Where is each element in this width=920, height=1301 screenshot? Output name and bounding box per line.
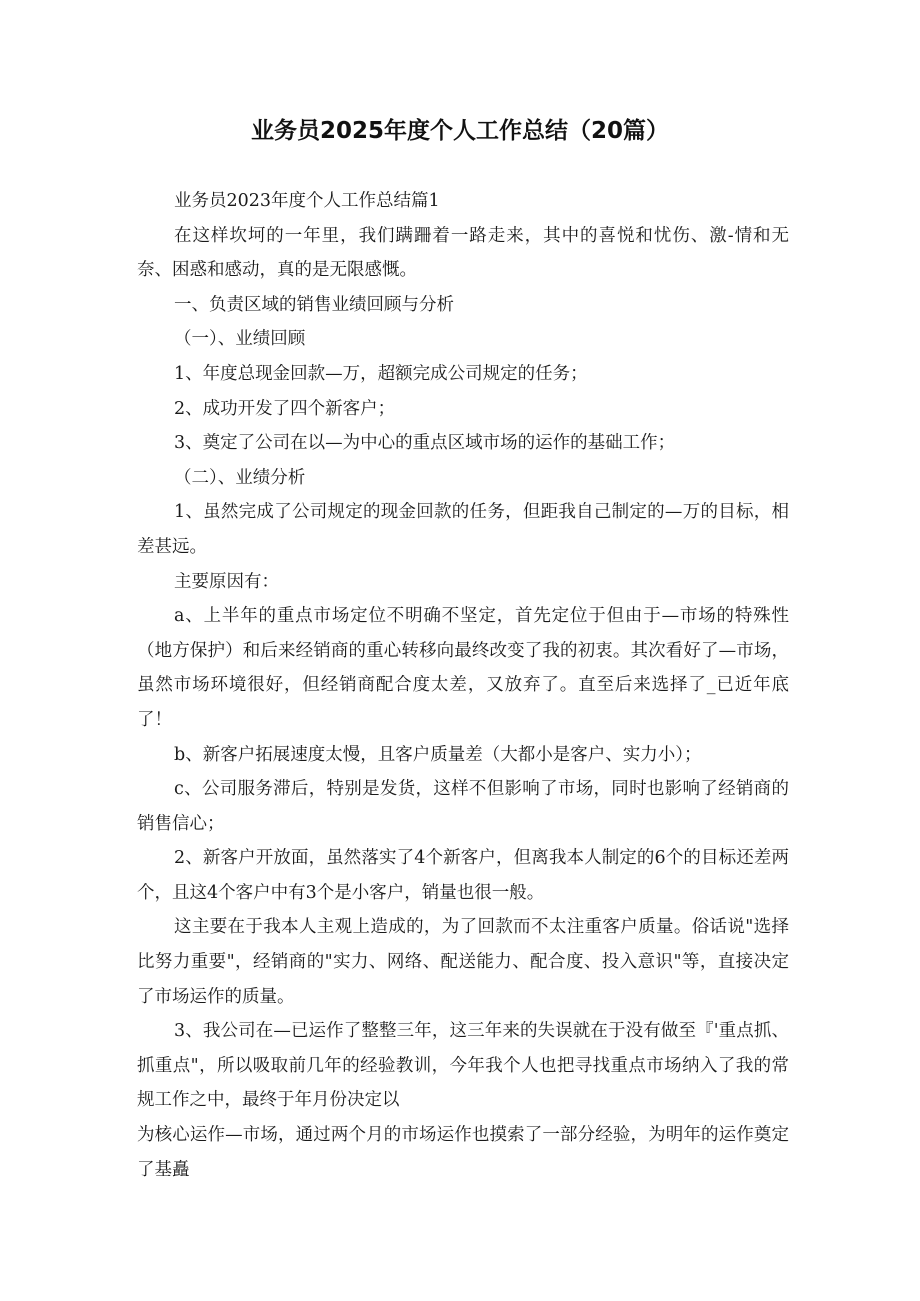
paragraph: a、上半年的重点市场定位不明确不坚定，首先定位于但由于—市场的特殊性（地方保护）和后来经销商的重心转移向最终改变了我的初衷。其次看好了—市场，虽然市场环境很好，但经销商配合度太差，又放弃了。直至后来选择了_已近年底了！ — [137, 606, 789, 730]
paragraph: （二）、业绩分析 — [174, 467, 306, 488]
paragraph: 3、我公司在—已运作了整整三年，这三年来的失误就在于没有做至『'重点抓、抓重点"，所以吸取前几年的经验教训，今年我个人也把寻找重点市场纳入了我的常规工作之中，最终于年月份决定以 — [137, 1021, 789, 1111]
paragraph: c、公司服务滞后，特别是发货，这样不但影响了市场，同时也影响了经销商的销售信心； — [137, 779, 789, 834]
paragraph: 业务员2023年度个人工作总结篇1 — [174, 191, 440, 211]
paragraph: 在这样坎坷的一年里，我们蹒跚着一路走来，其中的喜悦和忧伤、激-情和无奈、困惑和感动，真的是无限感慨。 — [137, 225, 789, 281]
paragraph: 2、新客户开放面，虽然落实了4个新客户，但离我本人制定的6个的目标还差两个，且这4个客户中有3个是小客户，销量也很一般。 — [137, 848, 789, 903]
paragraph: b、新客户拓展速度太慢，且客户质量差（大都小是客户、实力小）； — [174, 744, 702, 765]
paragraph: （一）、业绩回顾 — [174, 329, 306, 350]
paragraph: 一、负责区域的销售业绩回顾与分析 — [174, 294, 454, 315]
paragraph: 3、奠定了公司在以—为中心的重点区域市场的运作的基础工作； — [174, 433, 676, 454]
paragraph: 2、成功开发了四个新客户； — [174, 398, 396, 419]
document-body — [137, 184, 789, 1187]
paragraph: 1、虽然完成了公司规定的现金回款的任务，但距我自己制定的—万的目标，相差甚远。 — [137, 502, 789, 557]
paragraph: 1、年度总现金回款—万，超额完成公司规定的任务； — [174, 363, 588, 384]
document-title: 业务员2025年度个人工作总结（20篇） — [250, 118, 670, 144]
paragraph: 主要原因有： — [174, 571, 279, 592]
paragraph: 为核心运作—市场，通过两个月的市场运作也摸索了一部分经验，为明年的运作奠定了基矗 — [137, 1125, 789, 1180]
paragraph: 这主要在于我本人主观上造成的，为了回款而不太注重客户质量。俗话说"选择比努力重要"，经销商的"实力、网络、配送能力、配合度、投入意识"等，直接决定了市场运作的质量。 — [137, 917, 789, 1007]
